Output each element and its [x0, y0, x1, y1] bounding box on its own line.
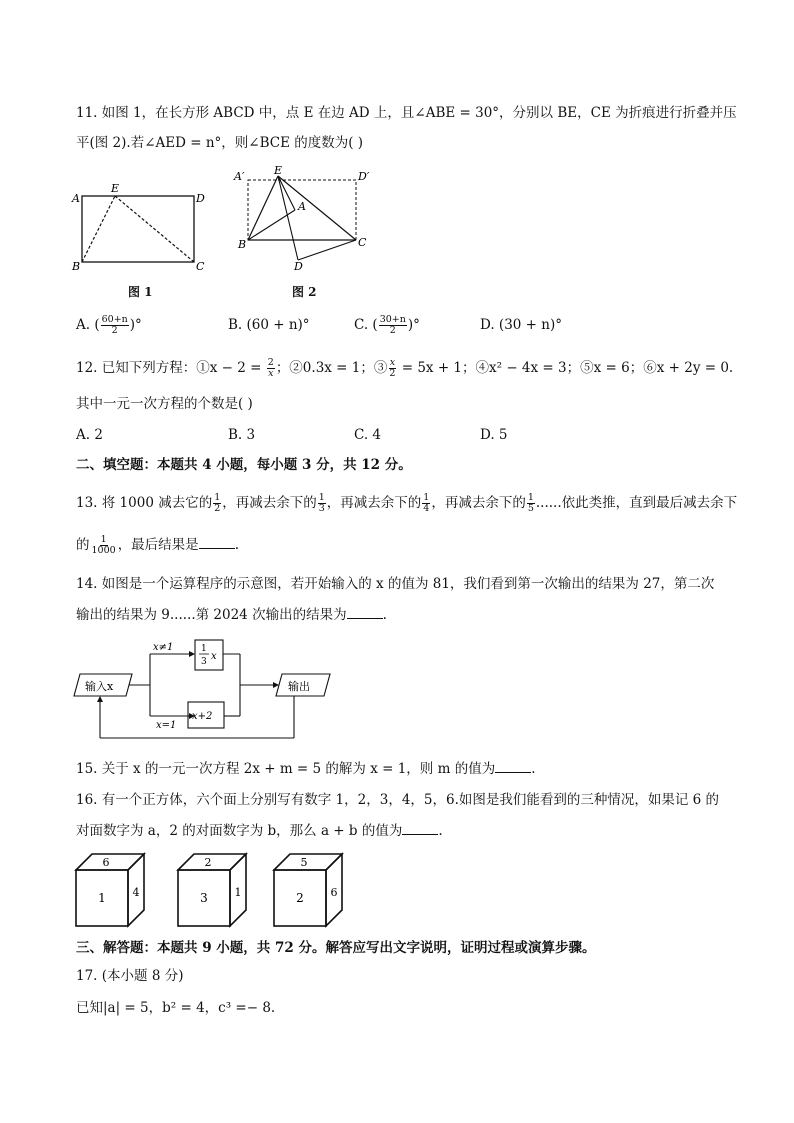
flow-cond-top: x≠1	[153, 642, 174, 653]
flow-op-top-num: 1	[201, 644, 207, 654]
fig2-label-a: A	[298, 200, 306, 213]
q12-line1: 12. 已知下列方程：①x − 2 = $\frac{2}{x}$ ；②0.3x = 1；③ $\frac{x}{2}$ = 5x + 1；④x² − 4x = 3；⑤x = 6；⑥x + 2y = 0.	[76, 357, 734, 379]
cube-3	[274, 854, 342, 926]
flow-cond-bottom: x=1	[156, 720, 177, 731]
flowchart	[70, 634, 370, 744]
q12-option-a: A. 2	[76, 427, 103, 443]
q14-line1: 14. 如图是一个运算程序的示意图，若开始输入的 x 的值为 81，我们看到第一次输出的结果为 27，第二次	[76, 576, 715, 592]
fig2-label-e: E	[274, 166, 283, 177]
q12-option-b: B. 3	[228, 427, 256, 443]
cube-1	[76, 854, 144, 926]
q11-option-c: C. ( $\frac{30+n}{2}$ )°	[354, 314, 420, 336]
fig2-label-d-prime: D′	[358, 170, 370, 183]
q14-answer-blank[interactable]	[347, 604, 383, 619]
q17-title: 17. (本小题 8 分)	[76, 968, 184, 984]
q16-line1: 16. 有一个正方体，六个面上分别写有数字 1，2，3，4，5，6.如图是我们能看到的三种情况，如果记 6 的	[76, 792, 720, 808]
fig2-label-a-prime: A′	[234, 170, 245, 183]
flow-op-bottom: x+2	[192, 711, 213, 722]
cube-2-top: 2	[204, 856, 212, 869]
q16-line2: 对面数字为 a，2 的对面数字为 b，那么 a + b 的值为 .	[76, 820, 443, 841]
cube-1-top: 6	[102, 856, 110, 869]
cube-1-front: 1	[98, 891, 106, 905]
fig2-caption: 图 2	[292, 285, 317, 299]
fig1-label-d: D	[196, 192, 205, 205]
cube-3-right: 6	[330, 886, 338, 899]
q16-answer-blank[interactable]	[402, 820, 438, 835]
q17-text: 已知|a| = 5，b² = 4，c³ =− 8.	[76, 1000, 276, 1016]
flow-op-top-var: x	[211, 651, 217, 662]
q13-line1: 13. 将 1000 减去它的 $\frac{1}{2}$ ，再减去余下的 $\frac{1}{3}$ ，再减去余下的 $\frac{1}{4}$ ，再减去余下的 $\frac{1}{5}$ ......依此类推，直到最后减去余下	[76, 492, 738, 514]
q11-option-b: B. (60 + n)°	[228, 317, 310, 333]
cube-2-front: 3	[200, 891, 208, 905]
q11-line2: 平(图 2).若∠AED = n°，则∠BCE 的度数为( )	[76, 135, 364, 151]
flow-op-top-den: 3	[201, 657, 207, 667]
q15-line: 15. 关于 x 的一元一次方程 2x + m = 5 的解为 x = 1，则 m 的值为 .	[76, 758, 536, 779]
section-2-heading: 二、填空题：本题共 4 小题，每小题 3 分，共 12 分。	[76, 457, 412, 473]
fig1-label-b: B	[72, 260, 81, 273]
q15-answer-blank[interactable]	[495, 758, 531, 773]
q14-line2: 输出的结果为 9......第 2024 次输出的结果为 .	[76, 604, 387, 625]
q13-answer-blank[interactable]	[199, 534, 235, 549]
q12-line2: 其中一元一次方程的个数是( )	[76, 396, 253, 412]
fig1-label-c: C	[196, 260, 205, 273]
q11-option-d: D. (30 + n)°	[480, 317, 562, 333]
flow-output-label: 输出	[288, 680, 310, 693]
cube-2	[178, 854, 246, 926]
fig1-caption: 图 1	[128, 285, 153, 299]
q12-option-d: D. 5	[480, 427, 508, 443]
fig2-label-d: D	[294, 260, 303, 273]
cube-3-top: 5	[300, 856, 308, 869]
fig1-label-a: A	[72, 192, 80, 205]
cube-2-right: 1	[234, 886, 242, 899]
cube-1-right: 4	[132, 886, 140, 899]
fig1-label-e: E	[111, 182, 120, 195]
cube-figures	[70, 850, 370, 930]
figure-2	[230, 166, 380, 276]
q11-option-a: A. ( $\frac{60+n}{2}$ )°	[76, 314, 142, 336]
fig2-label-b: B	[238, 238, 247, 251]
fig2-label-c: C	[358, 236, 367, 249]
cube-3-front: 2	[296, 891, 304, 905]
flow-input-label: 输入x	[85, 680, 114, 693]
q13-line2: 的 $\frac{1}{1000}$ ，最后结果是 .	[76, 534, 239, 556]
q11-line1: 11. 如图 1，在长方形 ABCD 中，点 E 在边 AD 上，且∠ABE = 30°，分别以 BE，CE 为折痕进行折叠并压	[76, 105, 737, 121]
section-3-heading: 三、解答题：本题共 9 小题，共 72 分。解答应写出文字说明，证明过程或演算步骤。	[76, 940, 596, 956]
figure-1	[68, 182, 218, 292]
q12-option-c: C. 4	[354, 427, 382, 443]
